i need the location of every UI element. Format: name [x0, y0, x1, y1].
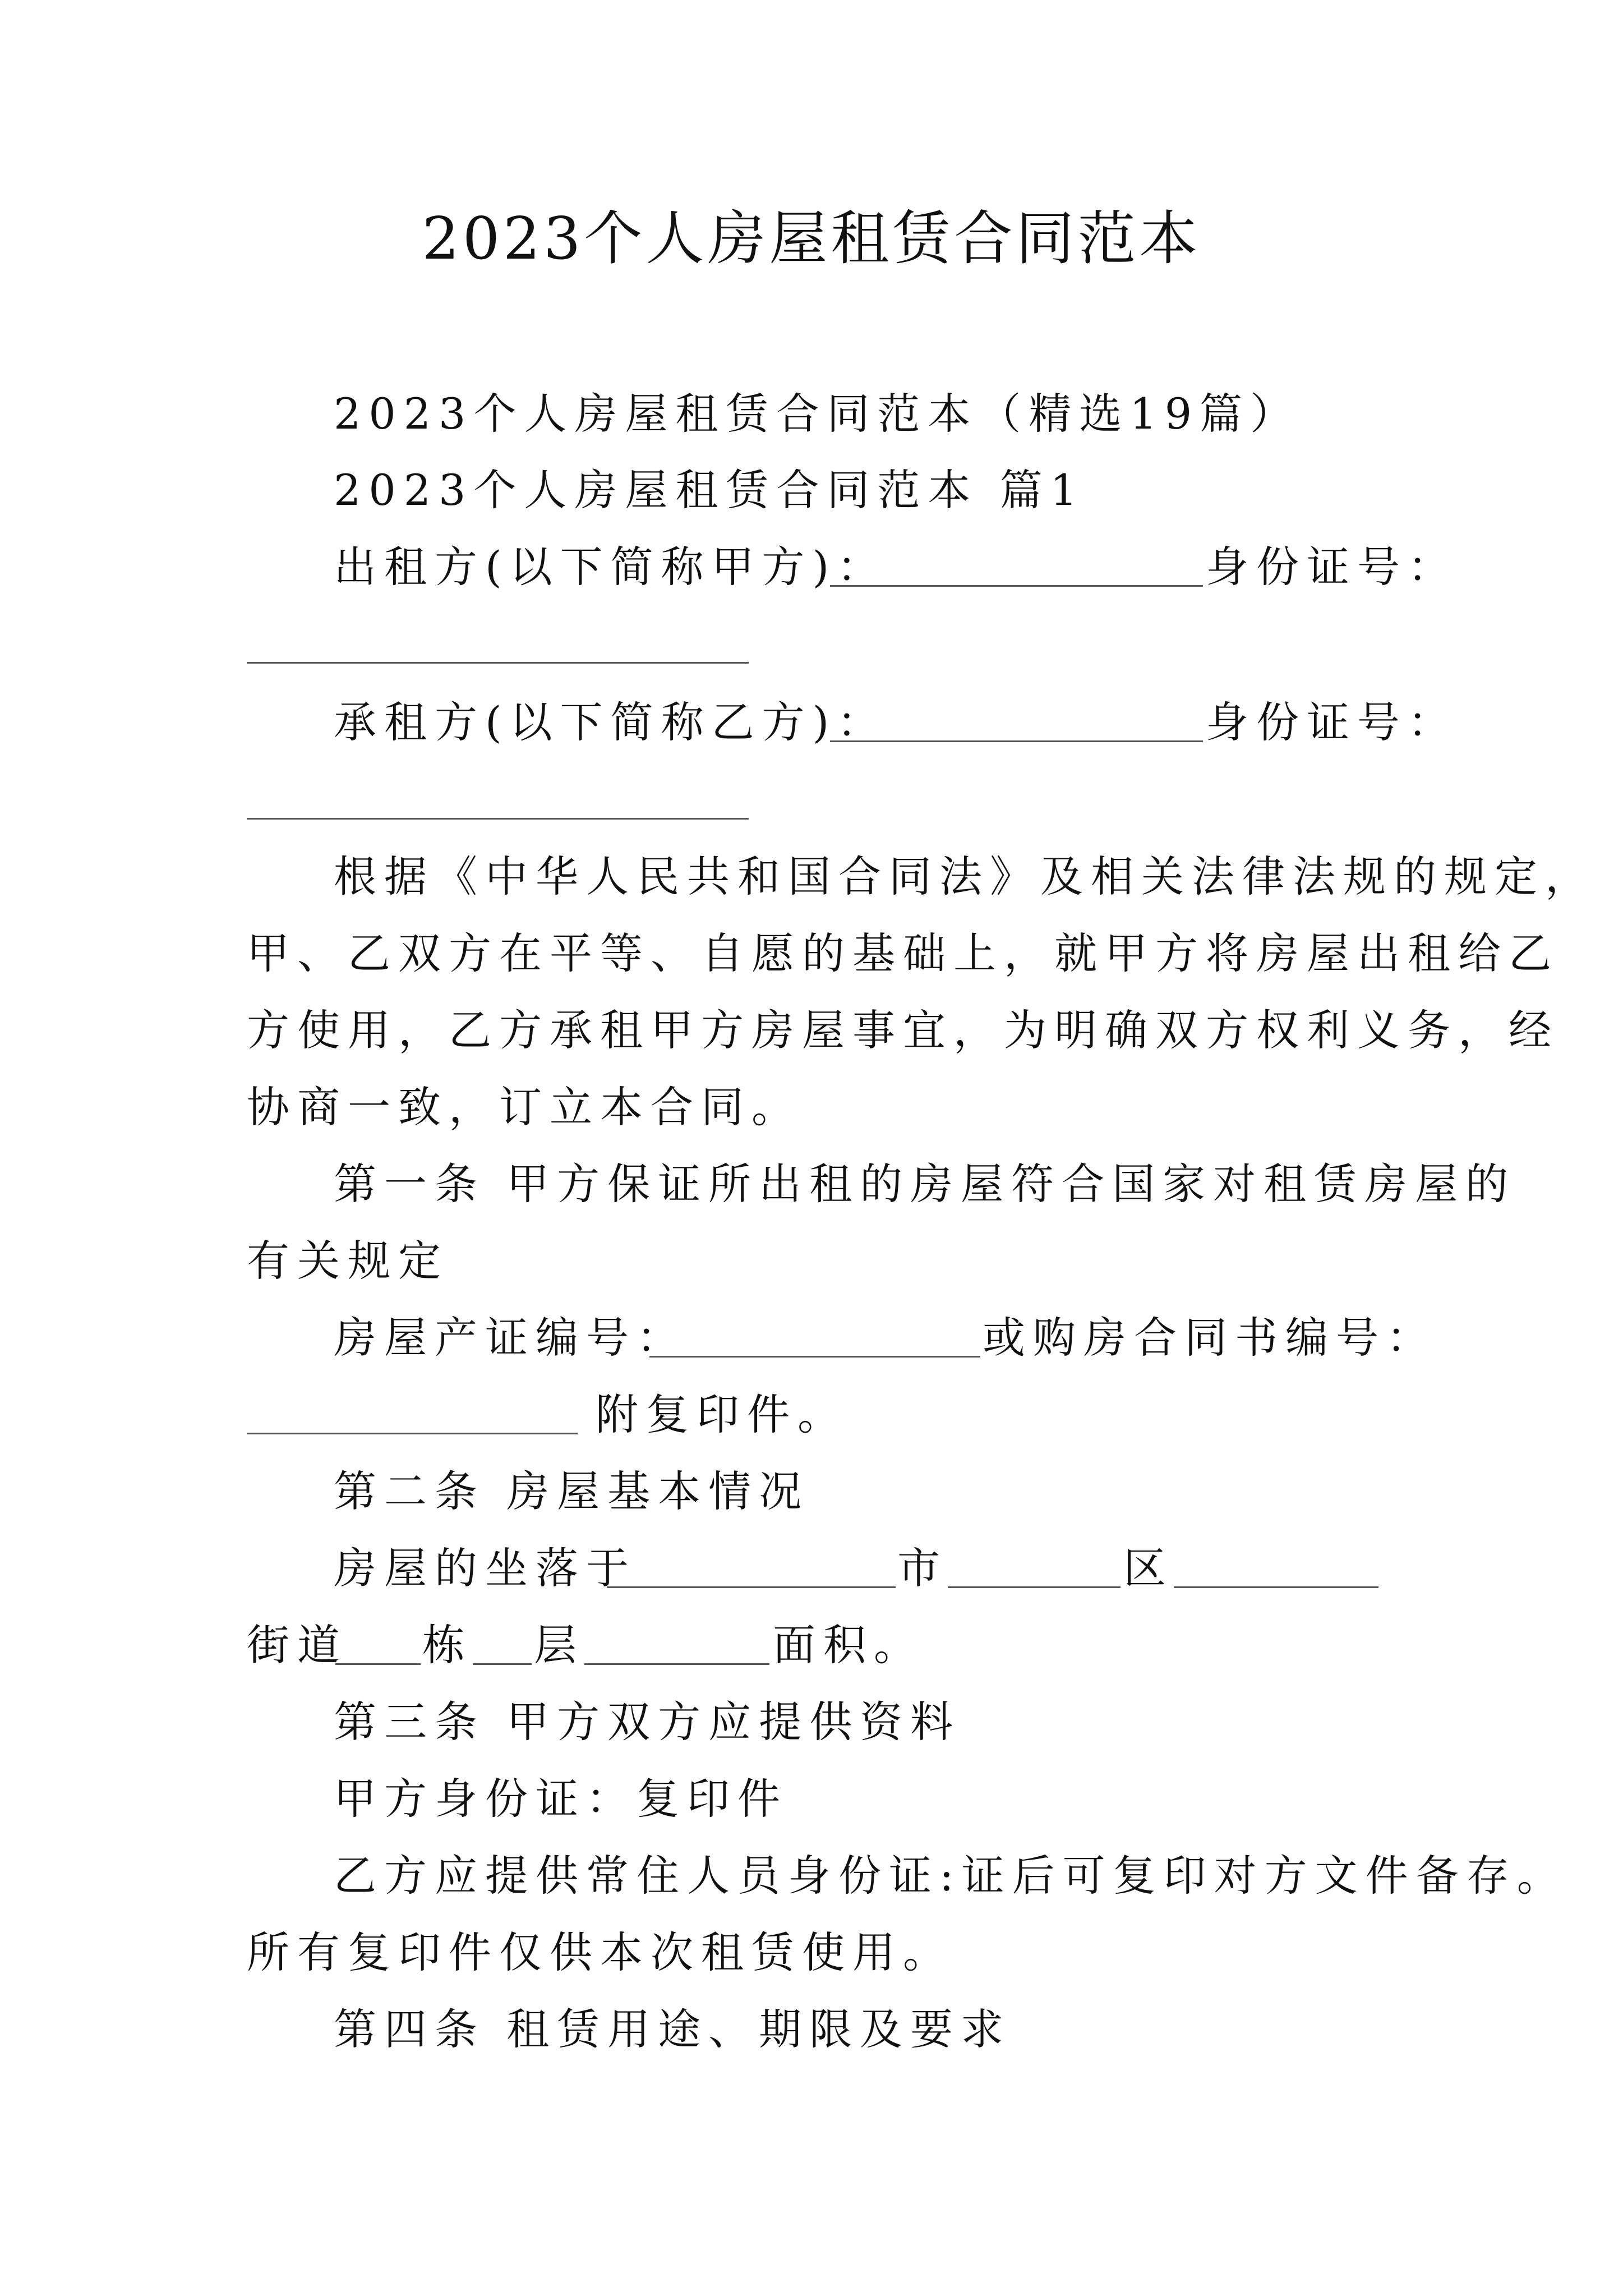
purchase-contract-blank — [247, 1433, 578, 1434]
lessee-label: 承租方(以下简称乙方)： — [334, 697, 888, 747]
doc-line — [0, 1069, 1623, 1145]
doc-line — [0, 1607, 1623, 1683]
doc-line — [0, 1530, 1623, 1607]
article-heading: 第三条 甲方双方应提供资料 — [334, 1697, 961, 1747]
city-label: 市 — [897, 1543, 948, 1593]
doc-line — [0, 1146, 1623, 1222]
lessee-id-blank — [247, 818, 749, 820]
doc-line — [0, 529, 1623, 605]
floor-blank — [584, 1663, 769, 1665]
paragraph-text: 乙方应提供常住人员身份证:证后可复印对方文件备存。 — [334, 1851, 1567, 1901]
doc-line — [0, 376, 1623, 452]
paragraph-text: 根据《中华人民共和国合同法》及相关法律法规的规定， — [334, 852, 1596, 901]
doc-line — [0, 1223, 1623, 1299]
doc-line — [0, 839, 1623, 915]
lessee-name-blank — [830, 740, 1203, 742]
paragraph-text: 甲、乙双方在平等、自愿的基础上，就甲方将房屋出租给乙 — [247, 928, 1559, 978]
doc-line — [0, 1684, 1623, 1760]
doc-line — [0, 915, 1623, 992]
street-label: 街道 — [247, 1620, 348, 1670]
doc-line — [0, 1991, 1623, 2068]
doc-line — [0, 1838, 1623, 1914]
paragraph-text: 方使用，乙方承租甲方房屋事宜，为明确双方权利义务，经 — [247, 1005, 1559, 1055]
paragraph-text: 甲方身份证：复印件 — [334, 1774, 788, 1824]
doc-line — [0, 1915, 1623, 1991]
doc-line — [0, 606, 1623, 682]
district-label: 区 — [1123, 1543, 1174, 1593]
id-number-label: 身份证号： — [1206, 697, 1458, 747]
section-heading: 2023个人房屋租赁合同范本 篇1 — [334, 465, 1085, 515]
doc-line — [0, 992, 1623, 1069]
location-label: 房屋的坐落于 — [334, 1543, 637, 1593]
doc-line — [0, 762, 1623, 838]
article-heading: 第四条 租赁用途、期限及要求 — [334, 2004, 1012, 2054]
doc-line — [0, 1761, 1623, 1837]
paragraph-text: 所有复印件仅供本次租赁使用。 — [247, 1927, 953, 1977]
id-number-label: 身份证号： — [1206, 542, 1458, 592]
city-blank — [948, 1586, 1121, 1588]
doc-line — [0, 684, 1623, 761]
building-label: 栋 — [422, 1620, 473, 1670]
paragraph-text: 协商一致，订立本合同。 — [247, 1082, 802, 1132]
doc-line — [0, 1300, 1623, 1376]
lessor-id-blank — [247, 662, 749, 664]
document-title: 2023个人房屋租赁合同范本 — [422, 204, 1201, 273]
lessor-label: 出租方(以下简称甲方)： — [334, 542, 888, 592]
certificate-label: 房屋产证编号： — [334, 1313, 687, 1363]
building-blank — [473, 1663, 532, 1665]
lessor-name-blank — [830, 585, 1203, 587]
paragraph-text: 有关规定 — [247, 1236, 449, 1286]
district-blank — [1174, 1586, 1378, 1588]
area-label: 面积。 — [773, 1620, 924, 1670]
certificate-number-blank — [649, 1356, 980, 1358]
doc-line — [0, 452, 1623, 528]
article-heading: 第二条 房屋基本情况 — [334, 1466, 810, 1516]
attachment-note: 附复印件。 — [596, 1389, 848, 1439]
street-blank — [335, 1663, 421, 1665]
floor-label: 层 — [534, 1620, 584, 1670]
doc-line — [0, 1453, 1623, 1530]
purchase-contract-label: 或购房合同书编号： — [983, 1313, 1437, 1363]
doc-line — [0, 1377, 1623, 1453]
location-blank — [607, 1586, 896, 1588]
subtitle-text: 2023个人房屋租赁合同范本（精选19篇） — [334, 389, 1301, 439]
article-heading: 第一条 甲方保证所出租的房屋符合国家对租赁房屋的 — [334, 1159, 1516, 1209]
